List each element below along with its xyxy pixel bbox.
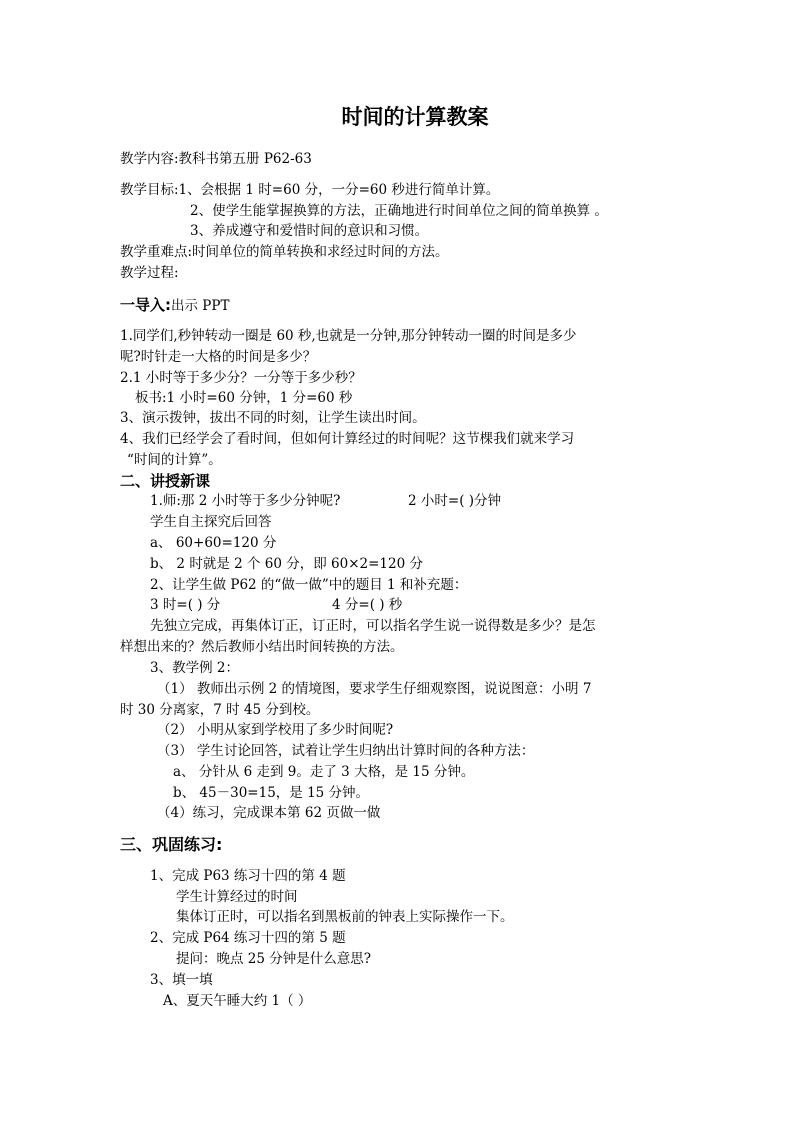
intro-line-1b: 呢?时针走一大格的时间是多少？ <box>120 349 317 365</box>
intro-line-4b: “时间的计算”。 <box>127 452 222 468</box>
example-step-3b: b、 45－30=15，是 15 分钟。 <box>173 785 370 801</box>
intro-line-1a: 1.同学们,秒钟转动一圈是 60 秒,也就是一分钟,那分钟转动一圈的时间是多少 <box>120 328 577 344</box>
goal-1: 教学目标:1、会根据 1 时=60 分，一分=60 秒进行简单计算。 <box>120 182 500 198</box>
practice-3: 3、填一填 <box>150 972 213 988</box>
example-step-3: （3） 学生讨论回答，试着让学生归纳出计算时间的各种方法： <box>157 743 535 759</box>
lesson-q2: 2、让学生做 P62 的“做一做”中的题目 1 和补充题： <box>150 577 468 593</box>
section-2-heading: 二、讲授新课 <box>120 472 211 490</box>
practice-2: 2、完成 P64 练习十四的第 5 题 <box>150 930 346 946</box>
lesson-q2-fill-2: 4 分=( ) 秒 <box>332 597 403 613</box>
lesson-q1-blank: 2 小时=( )分钟 <box>408 493 502 509</box>
lesson-answer-a: a、 60+60=120 分 <box>150 535 277 551</box>
process-label: 教学过程: <box>120 265 179 281</box>
practice-1b: 集体订正时，可以指名到黑板前的钟表上实际操作一下。 <box>176 909 514 925</box>
lesson-q1: 1.师:那 2 小时等于多少分钟呢? <box>150 493 341 509</box>
section-1-heading <box>120 296 229 315</box>
goal-2: 2、使学生能掌握换算的方法，正确地进行时间单位之间的简单换算 。 <box>190 203 608 219</box>
practice-2a: 提问：晚点 25 分钟是什么意思? <box>176 951 371 967</box>
lesson-q2-note-b: 样想出来的？然后教师小结出时间转换的方法。 <box>120 639 404 655</box>
lesson-q2-fill-1: 3 时=( ) 分 <box>150 597 221 613</box>
intro-board-note: 板书:1 小时=60 分钟，1 分=60 秒 <box>135 390 353 406</box>
lesson-q1-note: 学生自主探究后回答 <box>150 514 272 530</box>
lesson-answer-b: b、 2 时就是 2 个 60 分，即 60×2=120 分 <box>150 556 423 572</box>
example-step-1b: 时 30 分离家，7 时 45 分到校。 <box>120 702 320 718</box>
key-points: 教学重难点:时间单位的简单转换和求经过时间的方法。 <box>120 244 449 260</box>
example-step-4: （4）练习，完成课本第 62 页做一做 <box>157 805 381 821</box>
intro-line-2: 2.1 小时等于多少分？一分等于多少秒？ <box>120 370 362 386</box>
example-2-heading: 3、教学例 2： <box>150 660 239 676</box>
practice-3a: A、夏天午睡大约 1（ ） <box>163 993 312 1009</box>
example-step-3a: a、 分针从 6 走到 9。走了 3 大格，是 15 分钟。 <box>173 764 475 780</box>
section-1-title: 一导入: <box>120 296 171 314</box>
practice-1a: 学生计算经过的时间 <box>176 889 298 905</box>
lesson-q2-note-a: 先独立完成，再集体订正，订正时，可以指名学生说一说得数是多少？是怎 <box>150 618 596 634</box>
section-1-suffix: 出示 PPT <box>171 298 230 314</box>
section-3-heading: 三、巩固练习: <box>120 835 223 854</box>
intro-line-4a: 4、我们已经学会了看时间，但如何计算经过的时间呢？这节棵我们就来学习 <box>120 431 575 447</box>
intro-line-3: 3、演示拨钟，拔出不同的时刻，让学生读出时间。 <box>120 410 426 426</box>
teaching-content: 教学内容:教科书第五册 P62-63 <box>120 151 312 167</box>
example-step-1a: （1） 教师出示例 2 的情境图，要求学生仔细观察图，说说图意：小明 7 <box>157 681 592 697</box>
document-title: 时间的计算教案 <box>341 105 489 129</box>
practice-1: 1、完成 P63 练习十四的第 4 题 <box>150 868 346 884</box>
example-step-2: （2） 小明从家到学校用了多少时间呢? <box>157 722 394 738</box>
goal-3: 3、养成遵守和爱惜时间的意识和习惯。 <box>190 223 429 239</box>
